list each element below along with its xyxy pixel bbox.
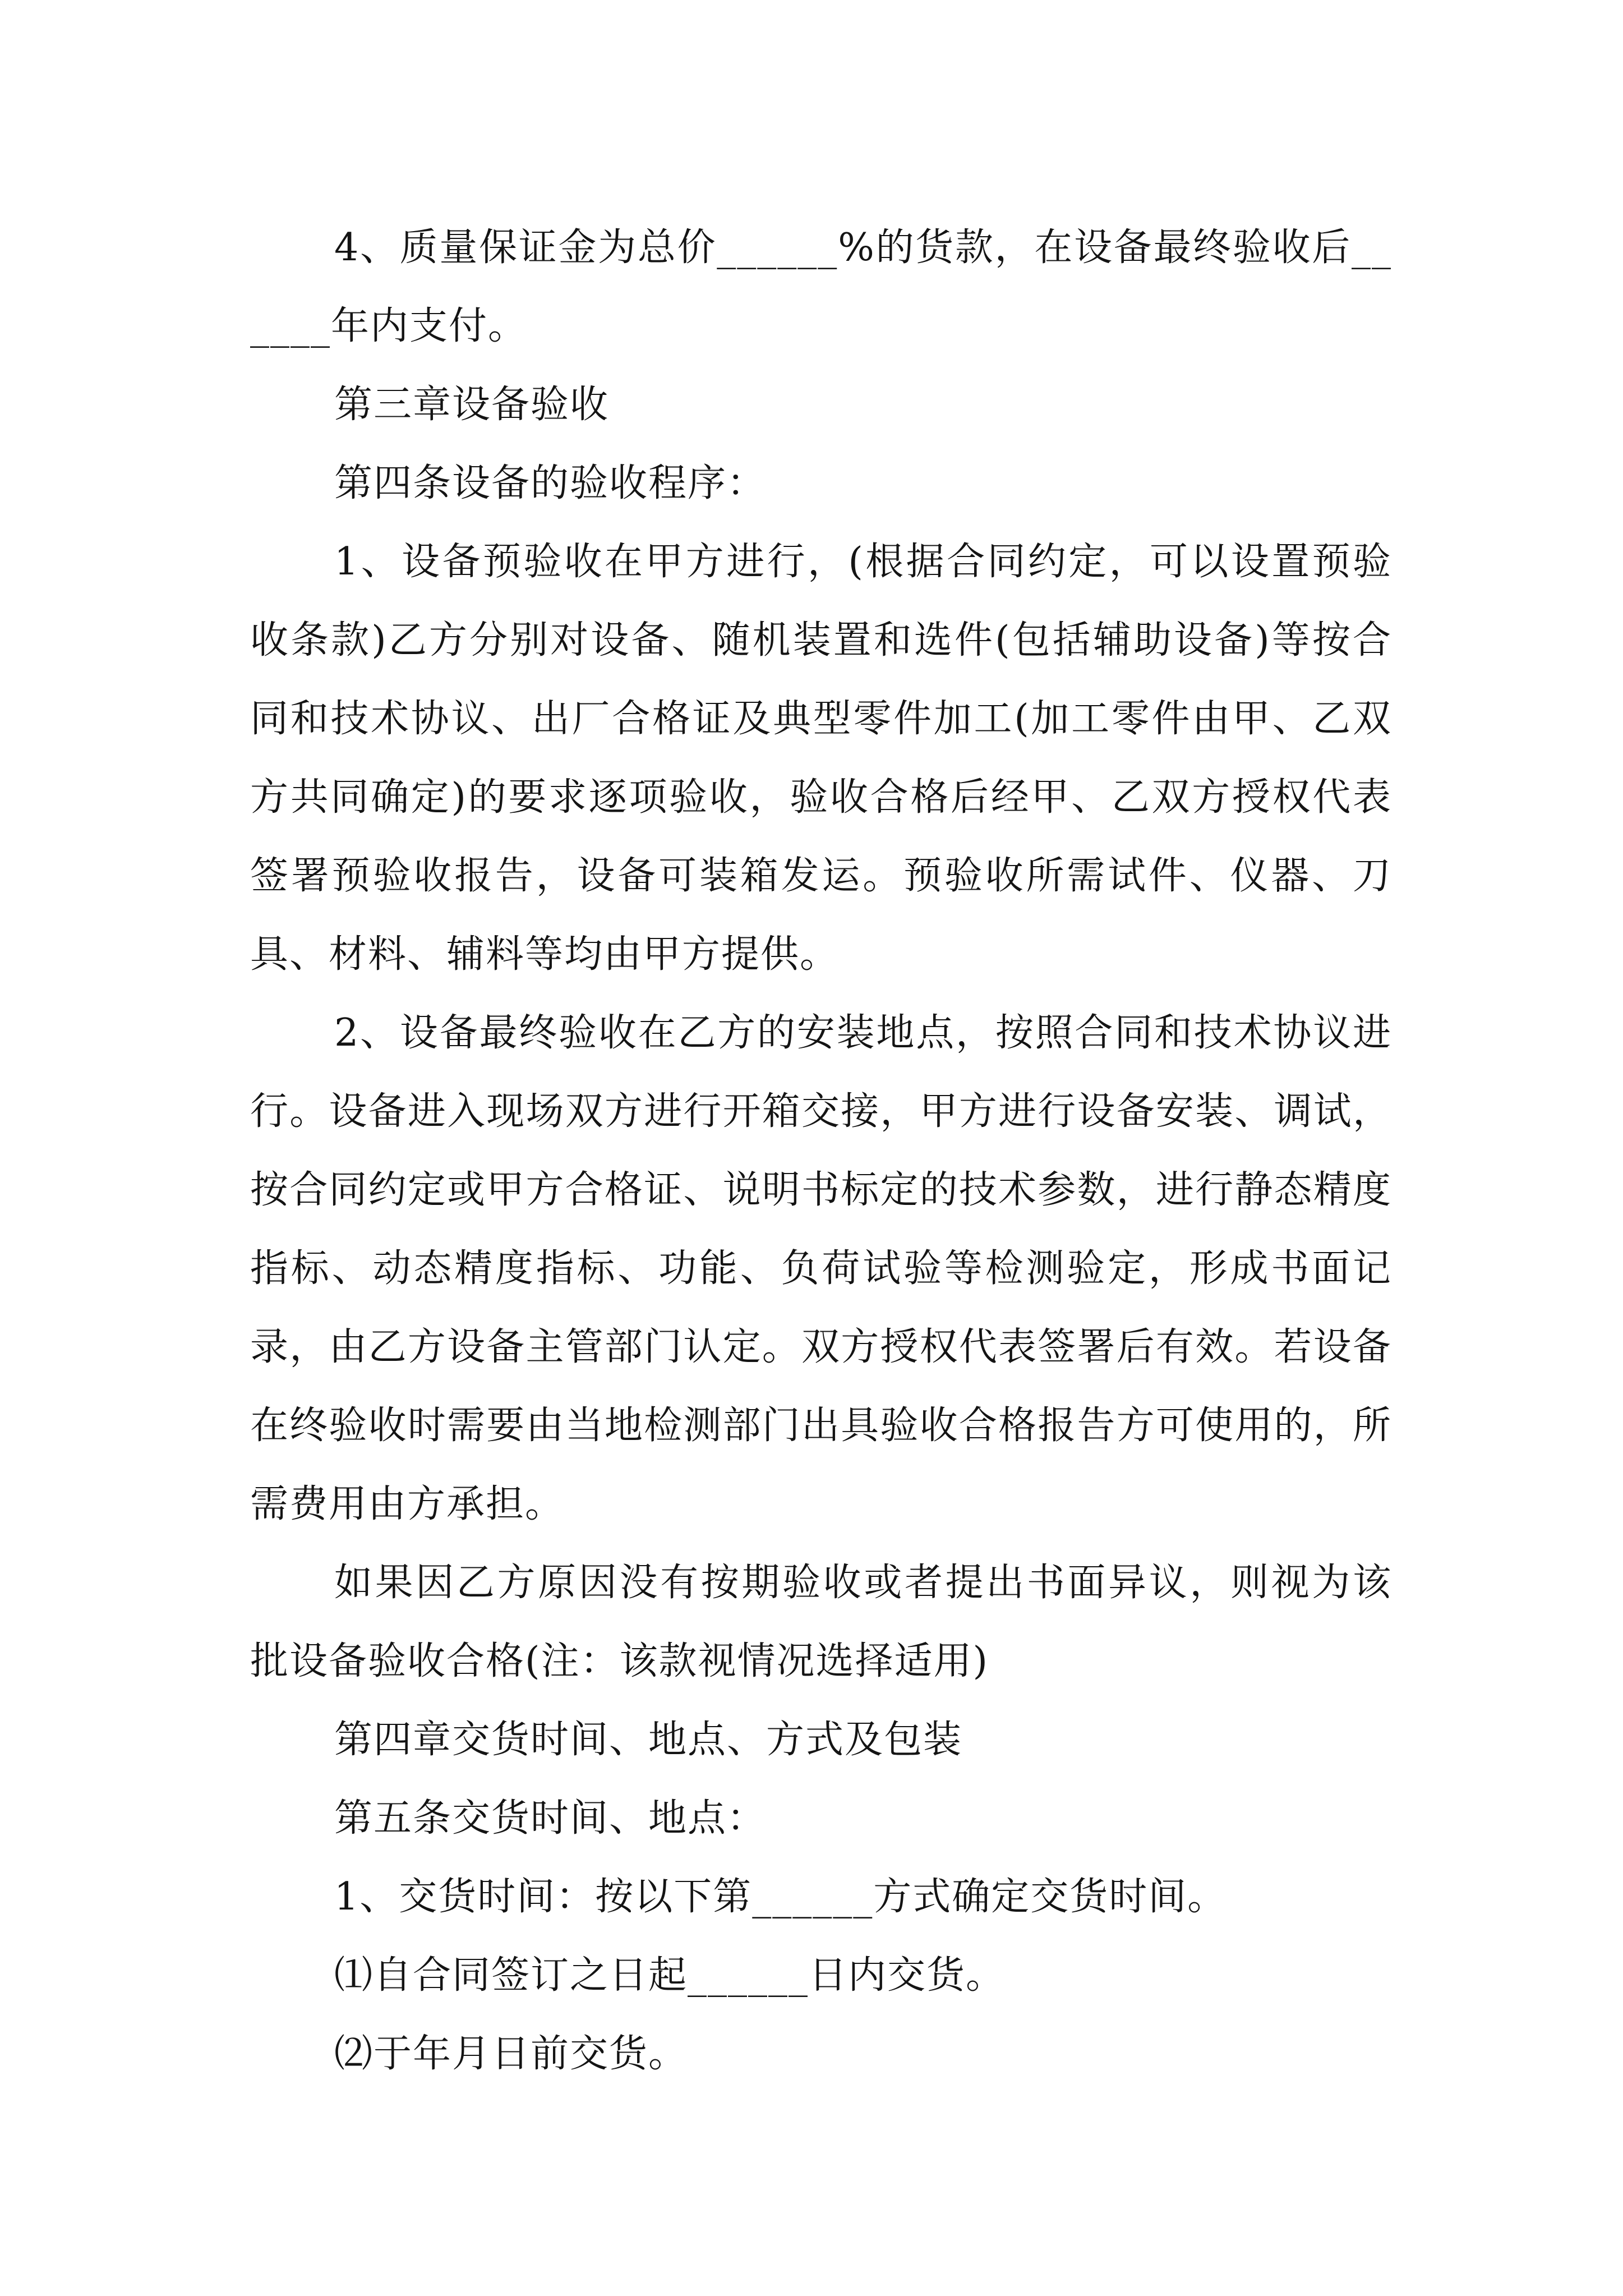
paragraph-quality-deposit: 4、质量保证金为总价______%的货款，在设备最终验收后______年内支付。 [250, 226, 1392, 348]
article-heading-acceptance-procedure: 第四条设备的验收程序： [334, 461, 767, 505]
paragraph-final-acceptance: 2、设备最终验收在乙方的安装地点，按照合同和技术协议进行。设备进入现场双方进行开箱交接，甲方进行设备安装、调试，按合同约定或甲方合格证、说明书标定的技术参数，进行静态精度指标、动态精度指标、功能、负荷试验等检测验定，形成书面记录，由乙方设备主管部门认定。双方授权代表签署后有效。若设备在终验收时需要由当地检测部门出具验收合格报告方可使用的，所需费用由方承担。 [250, 1011, 1392, 1526]
chapter-heading-delivery: 第四章交货时间、地点、方式及包装 [334, 1718, 963, 1762]
paragraph-delivery-time: 1、交货时间：按以下第______方式确定交货时间。 [334, 1875, 1227, 1919]
list-item-delivery-option-2: ⑵于年月日前交货。 [334, 2032, 688, 2076]
document-body [250, 209, 1392, 2093]
article-heading-delivery-time-place: 第五条交货时间、地点： [334, 1796, 767, 1841]
chapter-heading-acceptance: 第三章设备验收 [334, 383, 610, 427]
paragraph-pre-acceptance: 1、设备预验收在甲方进行，(根据合同约定，可以设置预验收条款)乙方分别对设备、随机装置和选件(包括辅助设备)等按合同和技术协议、出厂合格证及典型零件加工(加工零件由甲、乙双方共同确定)的要求逐项验收，验收合格后经甲、乙双方授权代表签署预验收报告，设备可装箱发运。预验收所需试件、仪器、刀具、材料、辅料等均由甲方提供。 [250, 540, 1392, 977]
paragraph-deemed-acceptance: 如果因乙方原因没有按期验收或者提出书面异议，则视为该批设备验收合格(注：该款视情况选择适用) [250, 1561, 1392, 1683]
list-item-delivery-option-1: ⑴自合同签订之日起______日内交货。 [334, 1953, 1006, 1998]
